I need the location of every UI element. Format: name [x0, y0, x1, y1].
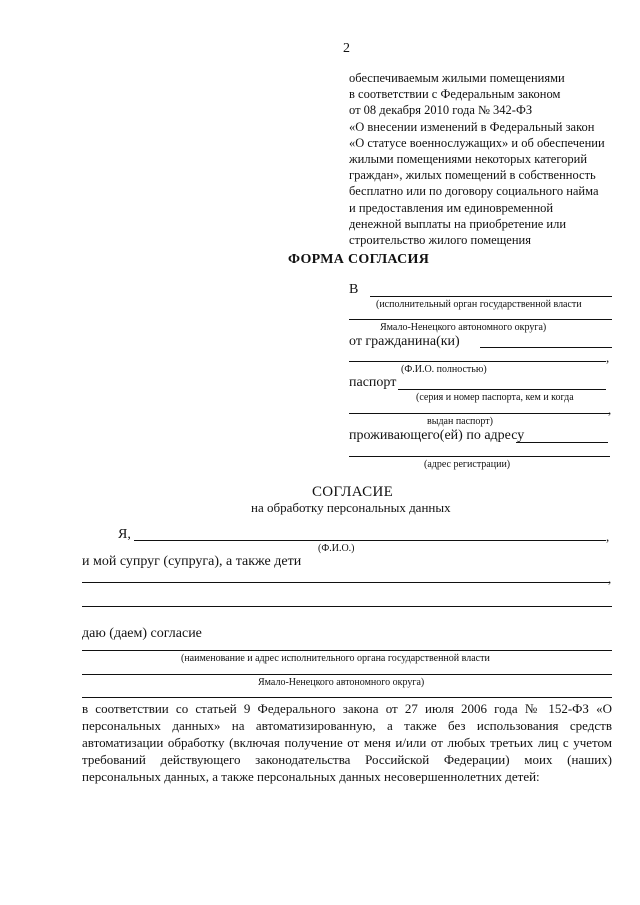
address-field-2[interactable]	[349, 456, 610, 457]
passport-caption: (серия и номер паспорта, кем и когда	[416, 392, 574, 403]
give-consent-label: даю (даем) согласие	[82, 626, 202, 641]
header-line: бесплатно или по договору социального найма	[349, 184, 599, 199]
fio-caption: (Ф.И.О.)	[318, 543, 355, 554]
consent-title: СОГЛАСИЕ	[312, 484, 394, 500]
header-line: денежной выплаты на приобретение или	[349, 216, 567, 231]
header-line: обеспечиваемым жилыми помещениями	[349, 71, 565, 85]
header-line: и предоставления им единовременной	[349, 200, 554, 215]
authority-field-line-2[interactable]	[349, 319, 612, 320]
header-line: «О статусе военнослужащих» и об обеспечении	[349, 135, 605, 150]
residing-address-label: проживающего(ей) по адресу	[349, 428, 525, 443]
authority-caption: (исполнительный орган государственной власти	[376, 299, 582, 310]
passport-label: паспорт	[349, 375, 397, 390]
consent-body-text: в соответствии со статьей 9 Федерального закона от 27 июля 2006 года № 152-ФЗ «О персональных данных» на автоматизированную, а также без использования средств автоматизации обработку (включая получение от меня и/или от любых третьих лиц с учетом требований действующего законодательства Российской Федерации) моих (наших) персональных данных, а также персональных данных несовершеннолетних детей:	[82, 701, 612, 784]
citizen-name-field-2[interactable]	[349, 361, 606, 362]
trailing-comma: ,	[608, 402, 612, 417]
header-line: граждан», жилых помещений в собственность	[349, 168, 596, 183]
authority-field-line[interactable]	[370, 296, 612, 297]
header-reference-block	[349, 70, 605, 248]
fio-full-caption: (Ф.И.О. полностью)	[401, 364, 487, 375]
spouse-children-label: и мой супруг (супруга), а также дети	[82, 554, 302, 569]
region-caption: Ямало-Ненецкого автономного округа)	[380, 322, 547, 333]
authority-name-caption: (наименование и адрес исполнительного органа государственной власти	[181, 653, 490, 664]
page-number: 2	[343, 41, 350, 56]
authority-region-caption: Ямало-Ненецкого автономного округа)	[258, 677, 425, 688]
trailing-comma: ,	[606, 350, 610, 365]
authority-name-field-3[interactable]	[82, 697, 612, 698]
header-line: жилыми помещениями некоторых категорий	[349, 152, 588, 167]
authority-name-field[interactable]	[82, 650, 612, 651]
i-label: Я,	[118, 527, 131, 542]
citizen-name-field[interactable]	[480, 347, 612, 348]
header-line: строительство жилого помещения	[349, 233, 531, 248]
addressee-prefix: В	[349, 282, 359, 297]
from-citizen-label: от гражданина(ки)	[349, 334, 460, 349]
address-field[interactable]	[516, 442, 608, 443]
family-members-field-2[interactable]	[82, 606, 612, 607]
issued-caption: выдан паспорт)	[427, 416, 493, 427]
family-members-field[interactable]	[82, 582, 610, 583]
passport-field-2[interactable]	[349, 413, 610, 414]
consent-subtitle: на обработку персональных данных	[251, 500, 451, 515]
passport-field[interactable]	[398, 389, 606, 390]
address-caption: (адрес регистрации)	[424, 459, 511, 470]
authority-name-field-2[interactable]	[82, 674, 612, 675]
header-line: в соответствии с Федеральным законом	[349, 87, 561, 102]
header-line: «О внесении изменений в Федеральный закон	[349, 119, 595, 134]
applicant-name-field[interactable]	[134, 540, 606, 541]
trailing-comma: ,	[608, 571, 612, 586]
form-title: ФОРМА СОГЛАСИЯ	[288, 252, 430, 267]
header-line: от 08 декабря 2010 года № 342-ФЗ	[349, 103, 533, 118]
trailing-comma: ,	[606, 529, 610, 544]
